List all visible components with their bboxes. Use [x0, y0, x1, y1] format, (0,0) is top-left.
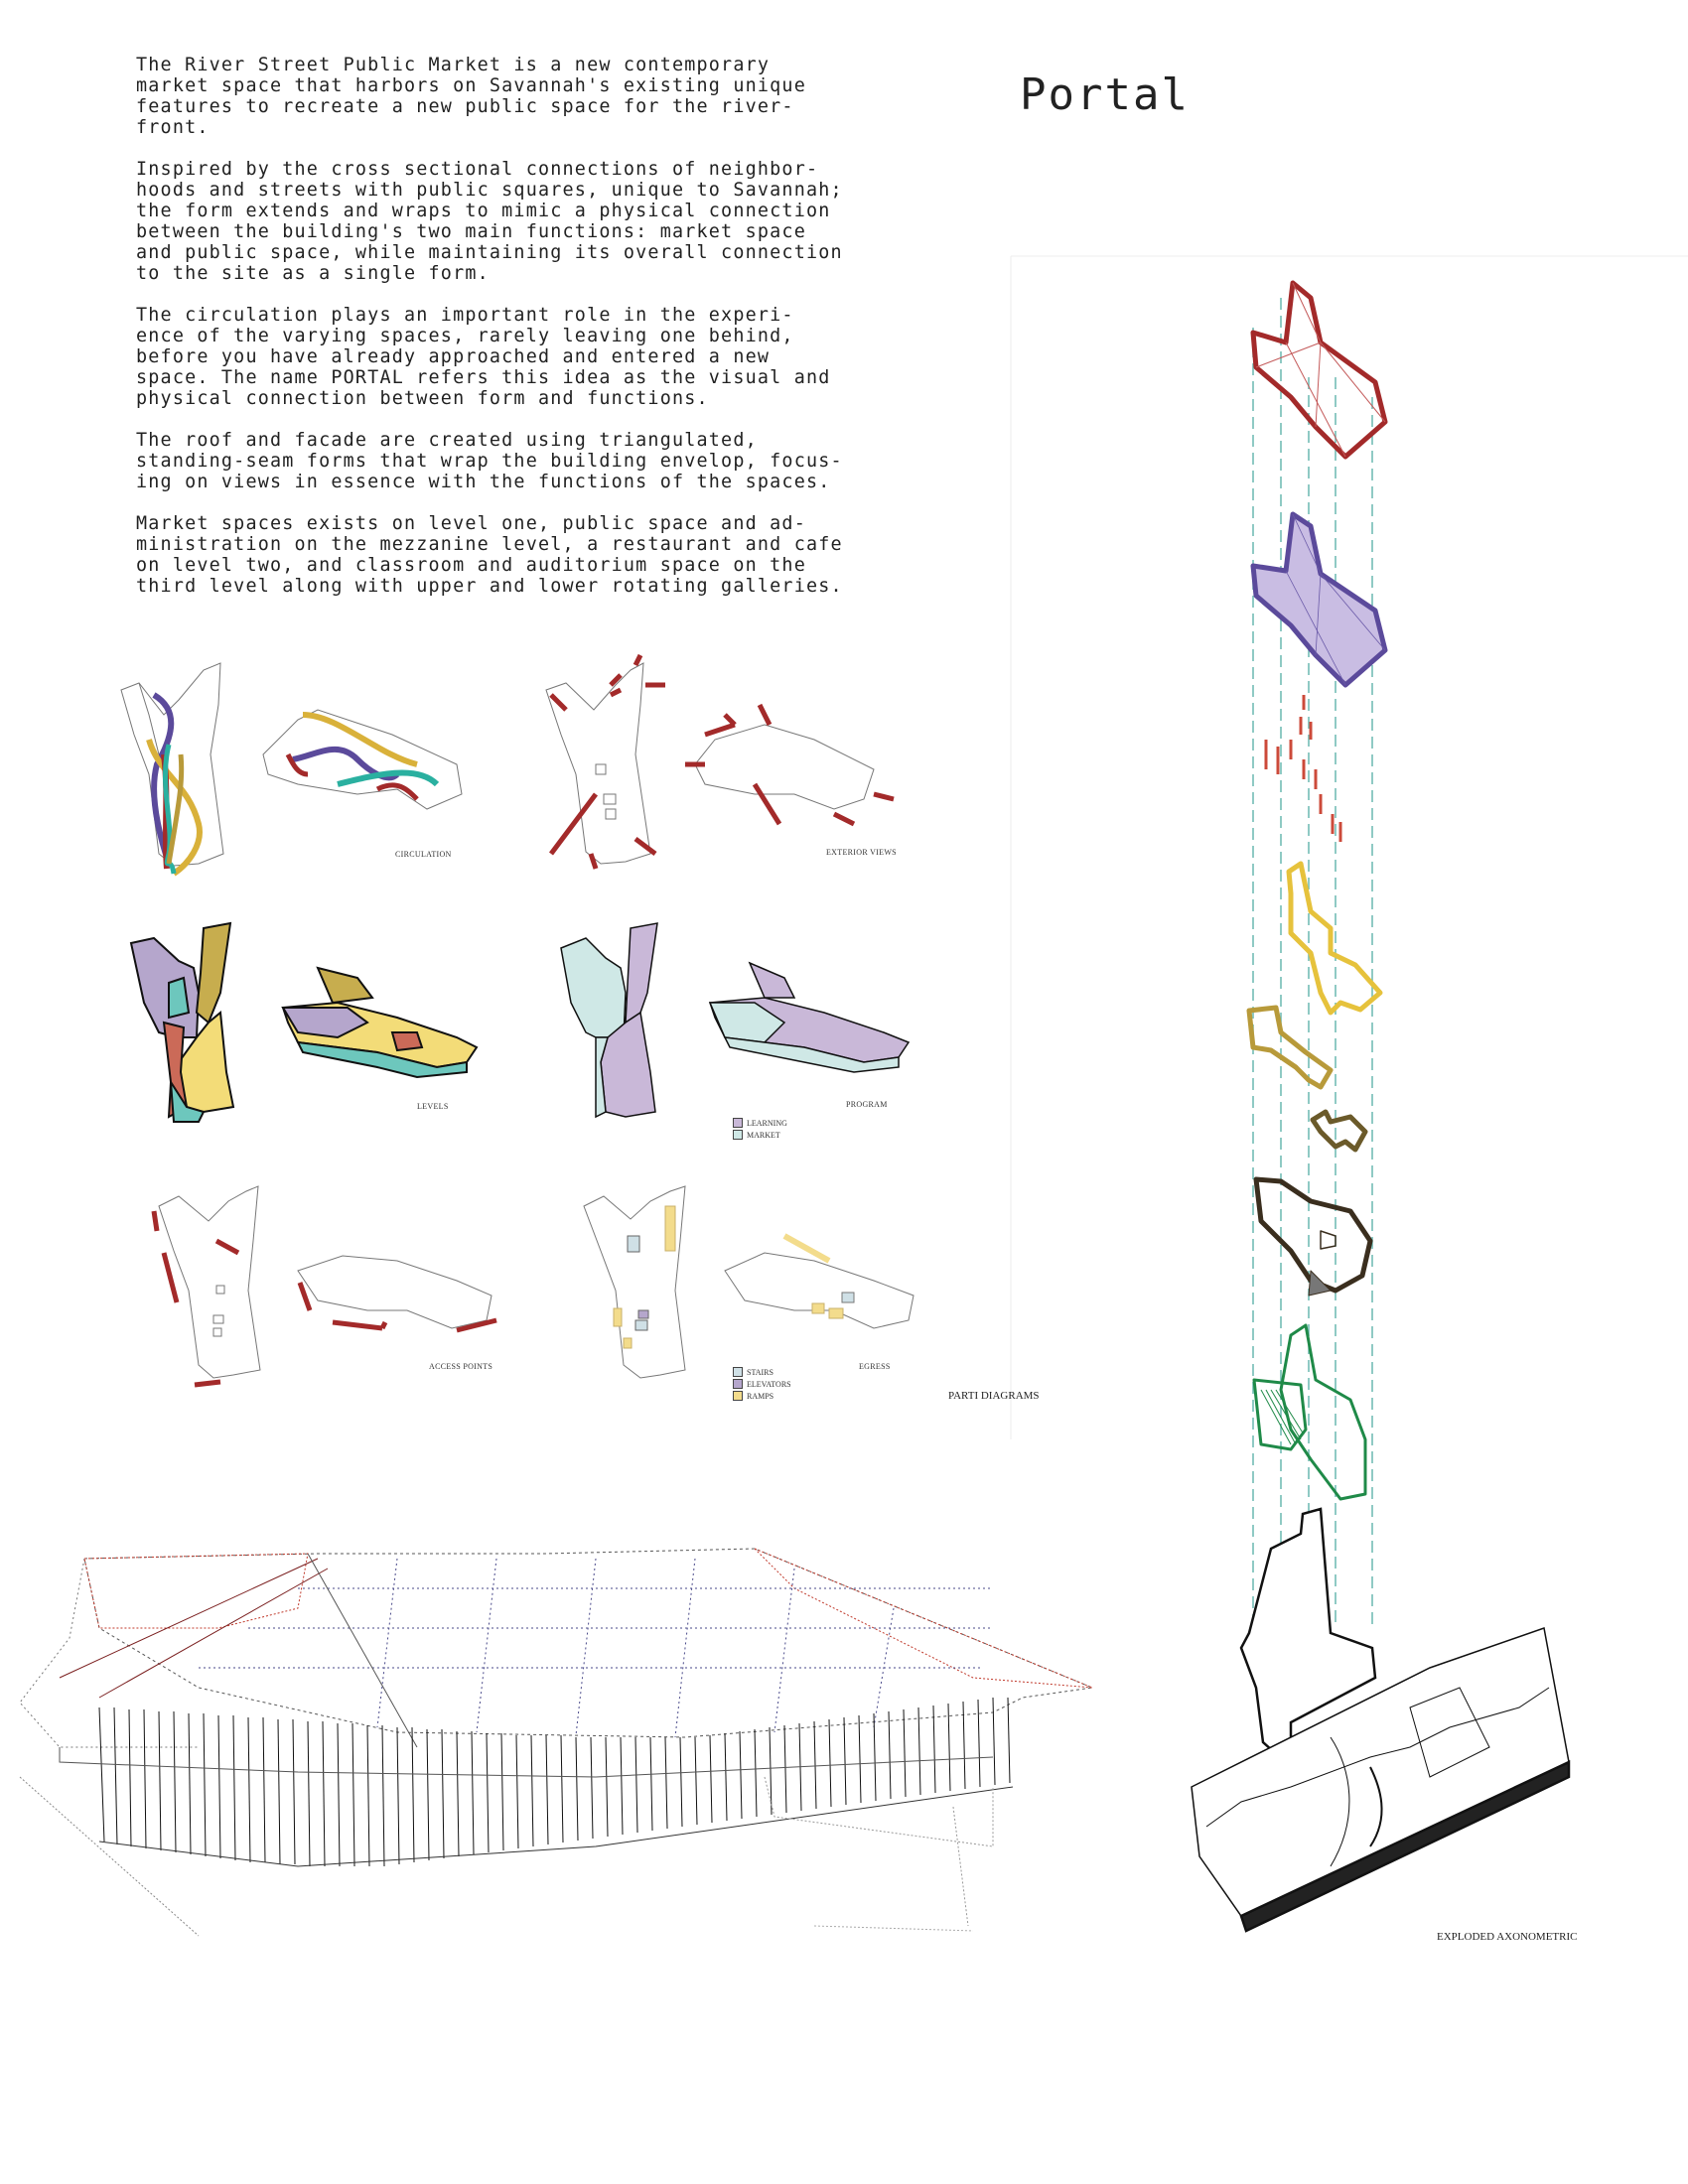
- program-legend: [733, 1117, 787, 1141]
- program-axon-diagram: [710, 963, 909, 1072]
- legend-label: MARKET: [747, 1130, 780, 1140]
- level-layer-yellow: [1289, 864, 1380, 1013]
- circulation-axon-diagram: [263, 710, 462, 809]
- structure-marks-red: [1266, 695, 1340, 842]
- page-title: Portal: [1020, 69, 1190, 120]
- site-base-model: [1192, 1509, 1569, 1931]
- egress-legend: [733, 1366, 791, 1402]
- circulation-plan-diagram: [121, 663, 223, 874]
- level-layer-dark: [1256, 1179, 1370, 1296]
- legend-label: STAIRS: [747, 1367, 774, 1377]
- level-layer-olive: [1249, 1008, 1331, 1087]
- access-points-plan-diagram: [154, 1186, 260, 1385]
- legend-label: ELEVATORS: [747, 1379, 791, 1389]
- egress-plan-diagram: [584, 1186, 685, 1378]
- intro-paragraph-5: Market spaces exists on level one, public space and ad- ministration on the mezzanine level, a restaurant and cafe on level two, and classroom and auditorium space on the third level along with upper and lower rotating galleries.: [136, 513, 843, 597]
- structural-wireframe-perspective: [20, 1549, 1092, 1936]
- roof-layer-red: [1253, 283, 1385, 457]
- program-plan-diagram: [561, 923, 657, 1117]
- access-points-axon-diagram: [298, 1256, 496, 1330]
- legend-item-market: [733, 1129, 787, 1141]
- elevators-swatch: [733, 1379, 743, 1389]
- legend-item-stairs: [733, 1366, 791, 1378]
- egress-label: EGRESS: [859, 1362, 891, 1371]
- legend-label: RAMPS: [747, 1391, 774, 1401]
- exterior-views-axon-diagram: [685, 705, 894, 824]
- ramps-swatch: [733, 1391, 743, 1401]
- legend-item-ramps: [733, 1390, 791, 1402]
- level-layer-brown: [1313, 1112, 1365, 1150]
- legend-item-learning: [733, 1117, 787, 1129]
- exterior-views-label: EXTERIOR VIEWS: [826, 848, 897, 857]
- legend-label: LEARNING: [747, 1118, 787, 1128]
- circulation-label: CIRCULATION: [395, 850, 452, 859]
- egress-axon-diagram: [725, 1236, 914, 1328]
- intro-paragraph-3: The circulation plays an important role in the experi- ence of the varying spaces, rarely leaving one behind, before you have already approached and entered a new space. The name PORTAL refers this idea as the visual and physical connection between form and functions.: [136, 305, 831, 409]
- levels-plan-diagram: [131, 923, 233, 1122]
- market-swatch: [733, 1130, 743, 1140]
- program-label: PROGRAM: [846, 1100, 888, 1109]
- levels-label: LEVELS: [417, 1102, 449, 1111]
- roof-layer-purple: [1253, 514, 1385, 685]
- access-points-label: ACCESS POINTS: [429, 1362, 493, 1371]
- stairs-swatch: [733, 1367, 743, 1377]
- exterior-views-plan-diagram: [546, 655, 665, 869]
- intro-paragraph-2: Inspired by the cross sectional connections of neighbor- hoods and streets with public squares, unique to Savannah; the form extends and wraps to mimic a physical connection between the building's two main functions: market space and public space, while maintaining its overall connection to the site as a single form.: [136, 159, 843, 284]
- level-layer-green: [1254, 1325, 1365, 1499]
- exploded-axonometric-label: EXPLODED AXONOMETRIC: [1437, 1931, 1578, 1943]
- legend-item-elevators: [733, 1378, 791, 1390]
- intro-paragraph-1: The River Street Public Market is a new contemporary market space that harbors on Savannah's existing unique features to recreate a new public space for the river- front.: [136, 55, 806, 138]
- levels-axon-diagram: [283, 968, 477, 1077]
- parti-diagrams-label: PARTI DIAGRAMS: [948, 1390, 1040, 1402]
- intro-paragraph-4: The roof and facade are created using triangulated, standing-seam forms that wrap the building envelop, focus- ing on views in essence with the functions of the spaces.: [136, 430, 843, 492]
- learning-swatch: [733, 1118, 743, 1128]
